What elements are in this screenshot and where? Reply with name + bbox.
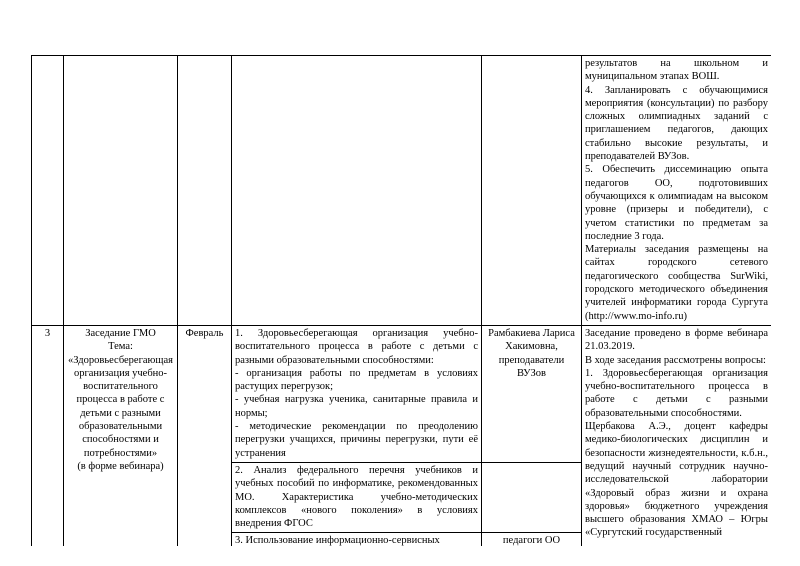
paragraph: В ходе заседания рассмотрены вопросы: — [585, 354, 766, 366]
table-row-3-sub-1 — [32, 325, 772, 462]
cell-topic-empty — [64, 56, 178, 326]
paragraph: 5. Обеспечить диссеминацию опыта педагогов ОО, подготовивших обучающихся к олимпиадам на высоком уровне (призеры и победители), с учетом статистики по предметам за последние 3 года. — [585, 164, 768, 242]
cell-question-2 — [232, 462, 482, 532]
paragraph: - организация работы по предметам в условиях растущих перегрузок; — [235, 367, 478, 393]
cell-speakers-empty — [482, 56, 582, 326]
paragraph: 1. Здоровьесберегающая организация учебно-воспитательного процесса в работе с детьми с разными образовательными способностями. — [585, 367, 768, 419]
paragraph: 1. Здоровьесберегающая организация учебно-воспитательного процесса в работе с детьми с разными образовательными способностями: — [235, 327, 478, 366]
table-row-continuation — [32, 56, 772, 326]
paragraph: результатов на школьном и муниципальном этапах ВОШ. — [585, 58, 768, 83]
cell-month-empty — [178, 56, 232, 326]
paragraph: Заседание проведено в форме вебинара 21.03.2019. — [585, 327, 768, 353]
cell-number-empty — [32, 56, 64, 326]
cell-speaker-2 — [482, 462, 582, 532]
paragraph: Материалы заседания размещены на сайтах городского сетевого педагогического сообщества SurWiki, городского методического объединения учителей информатики города Сургута (http://www.mo-info.ru) — [585, 244, 768, 322]
cell-question-1 — [232, 325, 482, 462]
paragraph: 2. Анализ федерального перечня учебников и учебных пособий по информатике, рекомендованных МО. Характеристика учебно-методических комплексов «нового поколения» в условиях внедрения ФГОС — [235, 464, 478, 530]
paragraph: Заседание ГМО — [85, 327, 156, 339]
cell-speaker-3: педагоги ОО — [482, 533, 582, 546]
paragraph: 3. Использование информационно-сервисных — [235, 535, 440, 546]
meeting-schedule-table — [31, 55, 771, 546]
paragraph: 4. Запланировать с обучающимися мероприятия (консультации) по разбору сложных олимпиадных заданий с приглашением педагогов, дающих стабильно высокие результаты, и преподавателей ВУЗов. — [585, 84, 768, 163]
cell-speaker-1: Рамбакиева Лариса Хакимовна, преподаватели ВУЗов — [482, 325, 582, 462]
paragraph: - учебная нагрузка ученика, санитарные правила и нормы; — [235, 394, 478, 419]
cell-questions-empty — [232, 56, 482, 326]
cell-question-3 — [232, 533, 482, 546]
cell-row-number: 3 — [32, 325, 64, 546]
cell-month: Февраль — [178, 325, 232, 546]
cell-meeting-results — [582, 325, 772, 546]
cell-meeting-topic — [64, 325, 178, 546]
page-content-area — [31, 55, 771, 546]
paragraph: Щербакова А.Э., доцент кафедры медико-биологических дисциплин и безопасности жизнедеятельности, к.б.н., ведущий научный сотрудник научно-исследовательской лаборатории «Здоровый образ жизни и охрана здоровья» бюджетного учреждения высшего образования ХМАО – Югры «Сургутский государственный — [585, 421, 768, 539]
paragraph: Тема: «Здоровьесберегающая организация учебно-воспитательного процесса в работе с детьми с разными образовательными способностями и потребностями» — [68, 341, 173, 459]
paragraph: (в форме вебинара) — [77, 460, 164, 472]
paragraph: - методические рекомендации по преодолению перегрузки учащихся, причины перегрузки, пути её устранения — [235, 421, 478, 459]
cell-results-continuation — [582, 56, 772, 326]
